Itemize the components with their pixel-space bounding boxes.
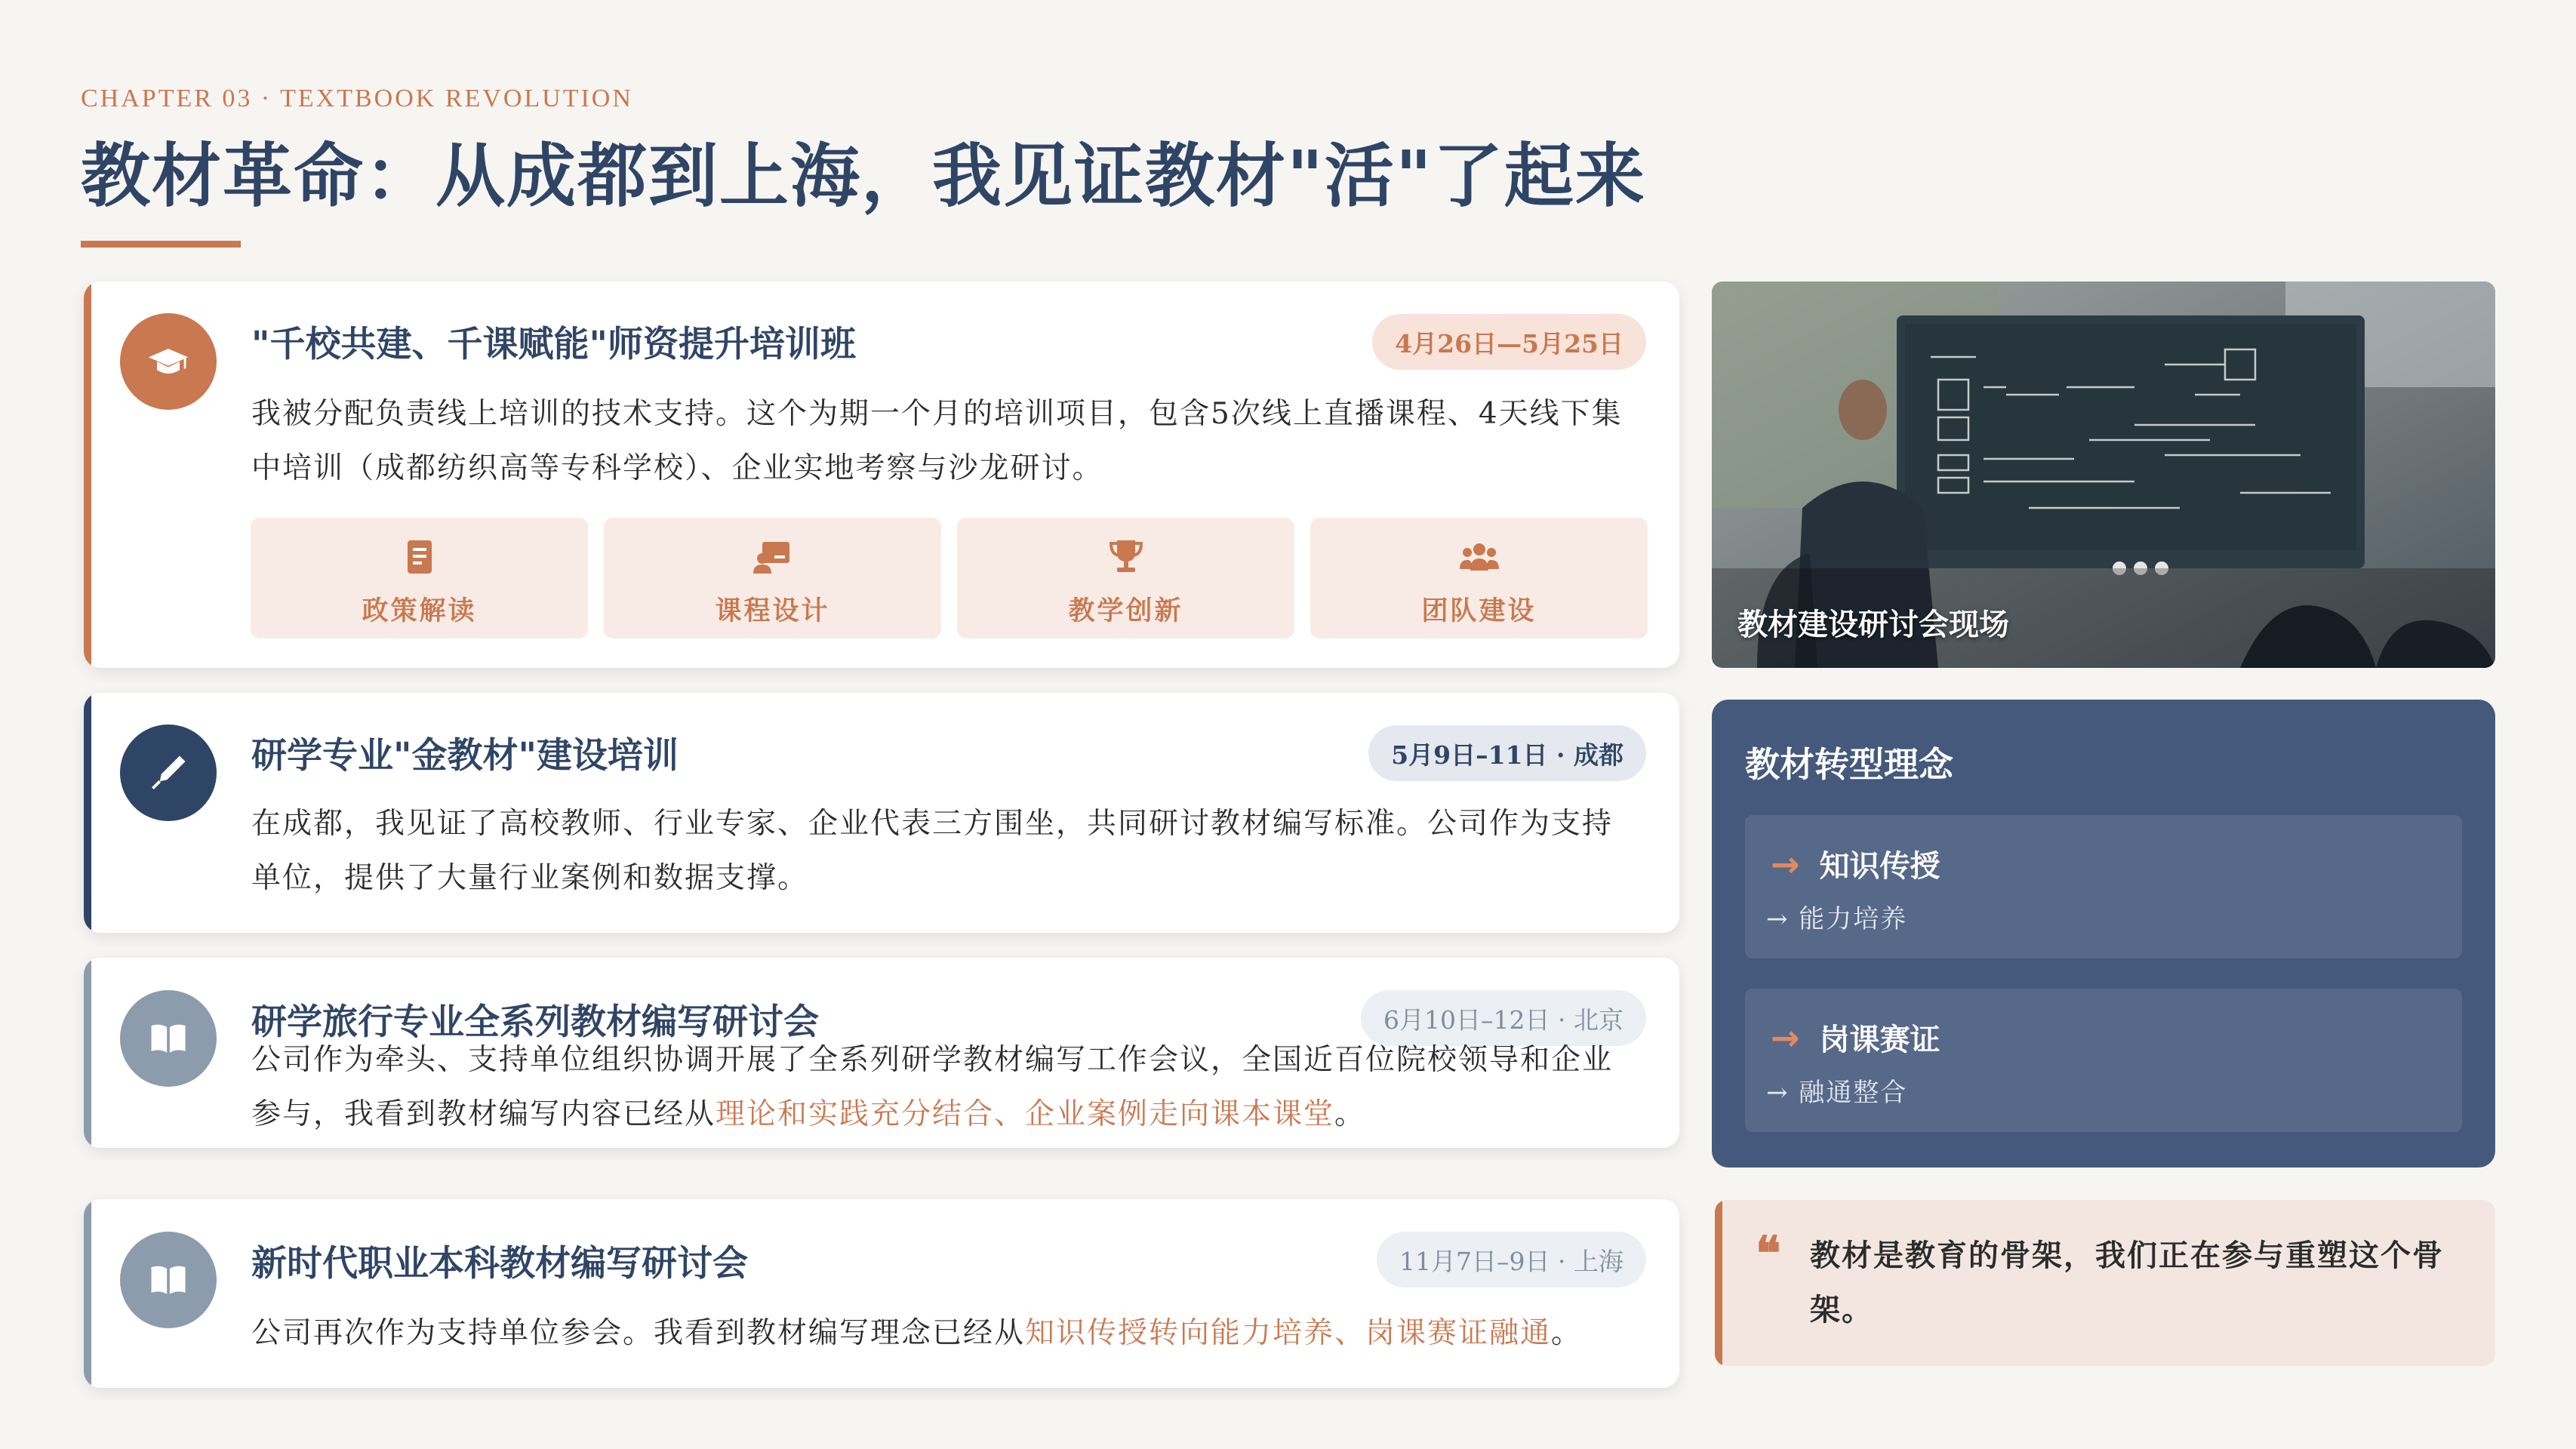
arrow-right-icon: → bbox=[1771, 843, 1800, 884]
concept-to: → 能力培养 bbox=[1766, 904, 1908, 934]
tag-label: 政策解读 bbox=[362, 595, 477, 626]
concept-from bbox=[1771, 1016, 1940, 1059]
event-card-beijing-seminar bbox=[84, 958, 1679, 1148]
tag-teaching-innovation bbox=[957, 518, 1294, 638]
date-badge: 4月26日—5月25日 bbox=[1372, 314, 1646, 370]
graduation-cap-icon bbox=[120, 313, 217, 410]
book-icon bbox=[399, 536, 441, 578]
body-text: 公司作为牵头、支持单位组织协调开展了全系列研学教材编写工作会议，全国近百位院校领导和企业参与，我看到教材编写内容已经从 bbox=[251, 1043, 1614, 1131]
card-title: 新时代职业本科教材编写研讨会 bbox=[251, 1243, 748, 1284]
card-body bbox=[251, 1306, 1634, 1361]
quote-mark-icon: ❝ bbox=[1756, 1226, 1781, 1281]
trophy-icon bbox=[1105, 536, 1147, 578]
seminar-photo bbox=[1712, 281, 2495, 668]
card-accent-bar bbox=[84, 1199, 91, 1388]
photo-caption: 教材建设研讨会现场 bbox=[1737, 607, 2009, 642]
page-title: 教材革命：从成都到上海，我见证教材"活"了起来 bbox=[81, 135, 1646, 217]
body-highlight: 知识传授转向能力培养、岗课赛证融通 bbox=[1025, 1316, 1552, 1350]
date-badge: 5月9日–11日 · 成都 bbox=[1368, 725, 1646, 781]
concept-panel bbox=[1712, 700, 2495, 1168]
card-body: 在成都，我见证了高校教师、行业专家、企业代表三方围坐，共同研讨教材编写标准。公司作为支持单位，提供了大量行业案例和数据支撑。 bbox=[251, 807, 1614, 895]
event-card-gold-textbook bbox=[84, 693, 1679, 933]
event-card-shanghai-seminar bbox=[84, 1199, 1679, 1388]
concept-from-label: 岗课赛证 bbox=[1819, 1022, 1940, 1057]
body-text-end: 。 bbox=[1334, 1097, 1366, 1131]
open-book-icon bbox=[120, 1232, 217, 1328]
concept-to: → 融通整合 bbox=[1766, 1078, 1908, 1108]
body-highlight: 理论和实践充分结合、企业案例走向课本课堂 bbox=[716, 1097, 1335, 1131]
date-badge: 6月10日–12日 · 北京 bbox=[1361, 990, 1646, 1046]
card-accent-bar bbox=[84, 958, 91, 1148]
concept-from-label: 知识传授 bbox=[1819, 848, 1940, 884]
quote-text: 教材是教育的骨架，我们正在参与重塑这个骨架。 bbox=[1810, 1238, 2444, 1327]
card-accent-bar bbox=[84, 281, 91, 668]
concept-from bbox=[1771, 842, 1940, 885]
body-text-end: 。 bbox=[1551, 1316, 1583, 1350]
body-text: 公司再次作为支持单位参会。我看到教材编写理念已经从 bbox=[251, 1316, 1026, 1350]
tag-label: 教学创新 bbox=[1068, 595, 1183, 626]
tag-label: 团队建设 bbox=[1421, 595, 1537, 626]
card-body bbox=[251, 1033, 1634, 1142]
tag-team-building bbox=[1310, 518, 1648, 638]
quote-box bbox=[1715, 1200, 2495, 1366]
presentation-icon bbox=[752, 536, 794, 578]
arrow-right-icon: → bbox=[1771, 1017, 1800, 1058]
pen-nib-icon bbox=[120, 724, 217, 821]
concept-item bbox=[1745, 989, 2462, 1132]
card-accent-bar bbox=[84, 693, 91, 933]
open-book-icon bbox=[120, 990, 217, 1087]
quote-accent-bar bbox=[1715, 1200, 1722, 1366]
team-icon bbox=[1458, 536, 1500, 578]
title-underline bbox=[81, 241, 241, 248]
event-card-training-class bbox=[84, 281, 1679, 668]
card-title: 研学旅行专业全系列教材编写研讨会 bbox=[251, 1001, 819, 1043]
concept-item bbox=[1745, 815, 2462, 958]
tag-course-design bbox=[604, 518, 941, 638]
tag-policy bbox=[251, 518, 588, 638]
concept-title: 教材转型理念 bbox=[1745, 744, 1953, 785]
date-badge: 11月7日–9日 · 上海 bbox=[1377, 1232, 1646, 1287]
tag-label: 课程设计 bbox=[715, 595, 830, 626]
chapter-kicker: CHAPTER 03 · TEXTBOOK REVOLUTION bbox=[81, 85, 633, 112]
card-body: 我被分配负责线上培训的技术支持。这个为期一个月的培训项目，包含5次线上直播课程、4天线下集中培训（成都纺织高等专科学校）、企业实地考察与沙龙研讨。 bbox=[251, 397, 1623, 485]
card-title: "千校共建、千课赋能"师资提升培训班 bbox=[251, 324, 856, 365]
card-title: 研学专业"金教材"建设培训 bbox=[251, 735, 679, 777]
